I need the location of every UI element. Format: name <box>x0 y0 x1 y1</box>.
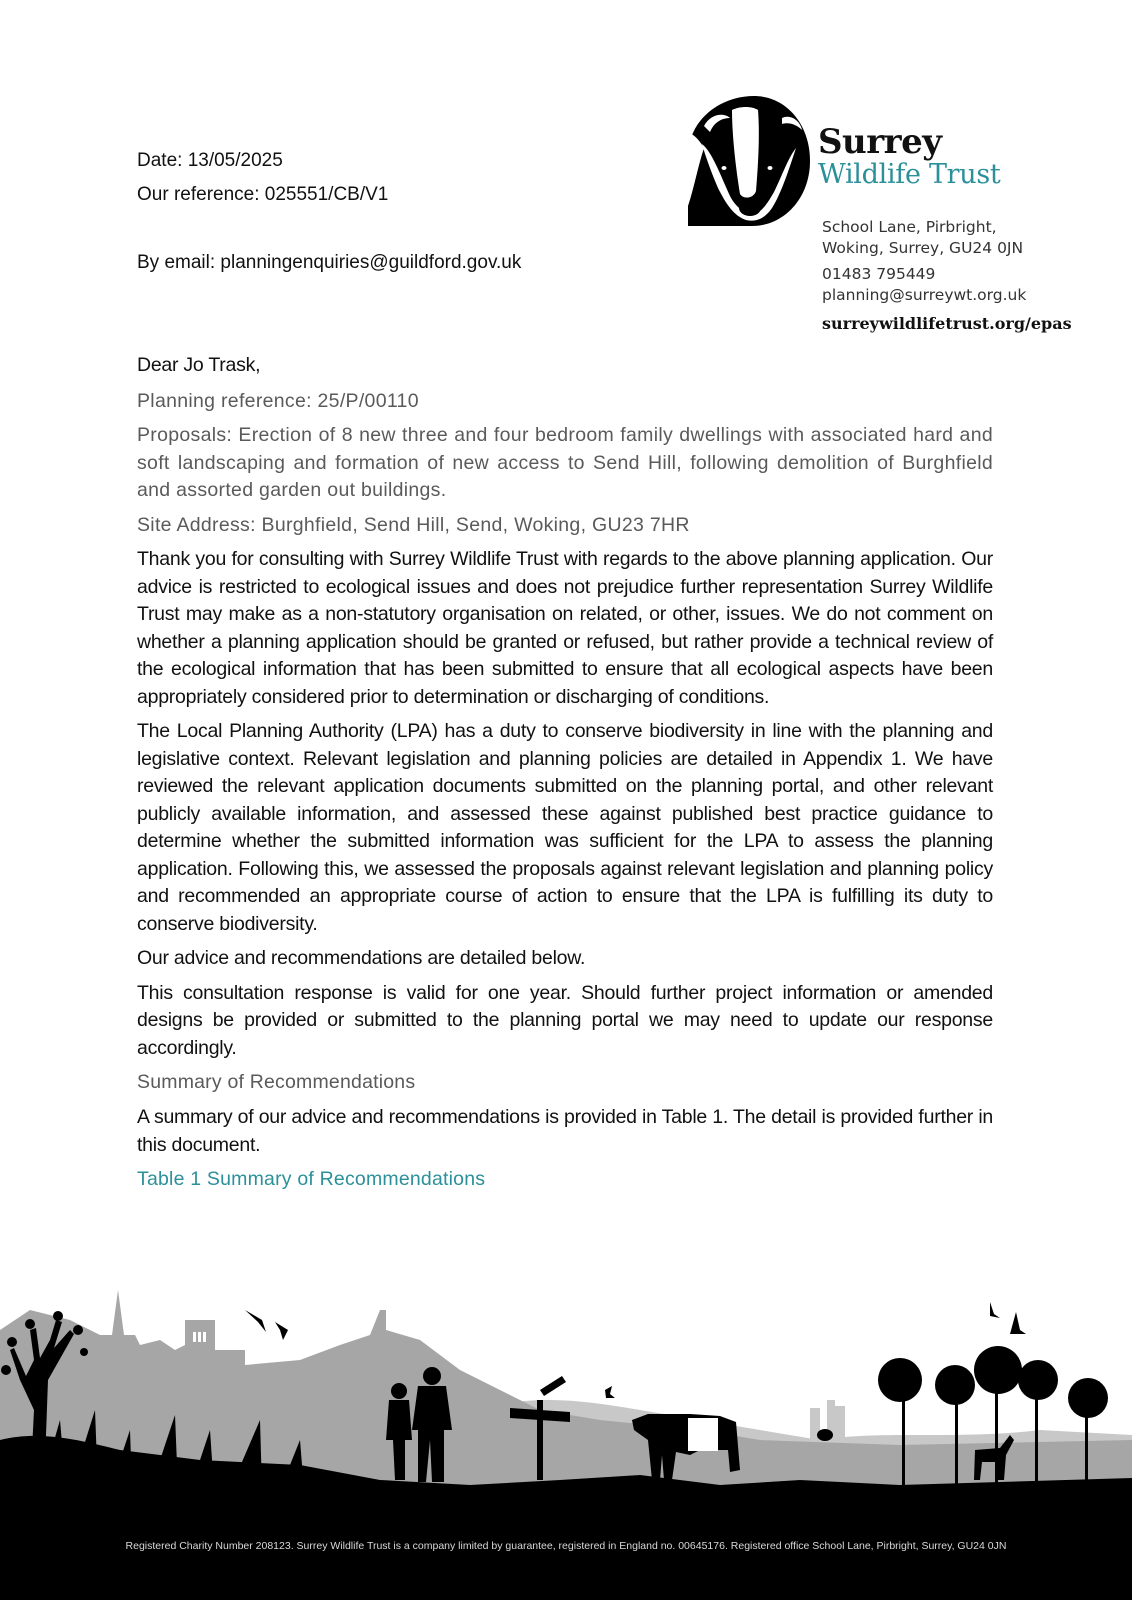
footer-legal-text: Registered Charity Number 208123. Surrey Wildlife Trust is a company limited by guarantee, registered in England no. 00645176. Registered office School Lane, Pirbright, Surrey, GU24 0JN <box>125 1540 1007 1552</box>
brand-line-2: Wildlife Trust <box>818 159 1001 190</box>
landscape-silhouette-illustration <box>0 1290 1132 1520</box>
contact-email-link[interactable]: planning@surreywt.org.uk <box>822 286 1027 304</box>
salutation: Dear Jo Trask, <box>137 354 261 376</box>
letter-body <box>137 352 993 1193</box>
recipient-email: By email: planningenquiries@guildford.gov.uk <box>137 252 522 273</box>
website-link[interactable]: surreywildlifetrust.org/epas <box>822 314 1072 333</box>
paragraph-lpa-duty: The Local Planning Authority (LPA) has a duty to conserve biodiversity in line with the planning and legislative context. Relevant legislation and planning policies are detailed in Appendix 1. We have reviewed the relevant application documents submitted on the planning portal, and other relevant publicly available information, and assessed these against published best practice guidance to determine whether the submitted information was sufficient for the LPA to assess the planning application. Following this, we assessed the proposals against relevant legislation and planning policy and recommended an appropriate course of action to ensure that the LPA is fulfilling its duty to conserve biodiversity. <box>137 720 993 935</box>
our-reference: Our reference: 025551/CB/V1 <box>137 184 389 205</box>
planning-reference: Planning reference: 25/P/00110 <box>137 389 419 412</box>
phone-number: 01483 795449 <box>822 265 936 283</box>
paragraph-advice-below: Our advice and recommendations are detailed below. <box>137 947 586 969</box>
table-caption: Table 1 Summary of Recommendations <box>137 1168 486 1190</box>
letter-meta <box>137 144 521 280</box>
proposals: Proposals: Erection of 8 new three and four bedroom family dwellings with associated hard and soft landscaping and formation of new access to Send Hill, following demolition of Burghfield and assorted garden out buildings. <box>137 424 993 501</box>
paragraph-consultation: Thank you for consulting with Surrey Wildlife Trust with regards to the above planning application. Our advice is restricted to ecological issues and does not prejudice further representation Surrey Wildlife Trust may make as a non-statutory organisation on related, or other, issues. We do not comment on whether a planning application should be granted or refused, but rather provide a technical review of the ecological information that has been submitted to ensure that all ecological aspects have been appropriately considered prior to determination or discharging of conditions. <box>137 548 993 708</box>
paragraph-validity: This consultation response is valid for one year. Should further project information or amended designs be provided or submitted to the planning portal we may need to update our response accordingly. <box>137 981 993 1059</box>
badger-logo-icon <box>674 96 810 226</box>
footer-band <box>0 1510 1132 1600</box>
address-line-2: Woking, Surrey, GU24 0JN <box>822 239 1024 257</box>
summary-heading: Summary of Recommendations <box>137 1071 416 1093</box>
organisation-name <box>818 124 1000 190</box>
summary-text: A summary of our advice and recommendations is provided in Table 1. The detail is provided further in this document. <box>137 1106 993 1156</box>
organisation-contact <box>822 217 1026 306</box>
site-address: Site Address: Burghfield, Send Hill, Send, Woking, GU23 7HR <box>137 513 690 536</box>
letter-date: Date: 13/05/2025 <box>137 150 283 171</box>
address-line-1: School Lane, Pirbright, <box>822 218 997 236</box>
brand-line-1: Surrey <box>818 122 942 162</box>
